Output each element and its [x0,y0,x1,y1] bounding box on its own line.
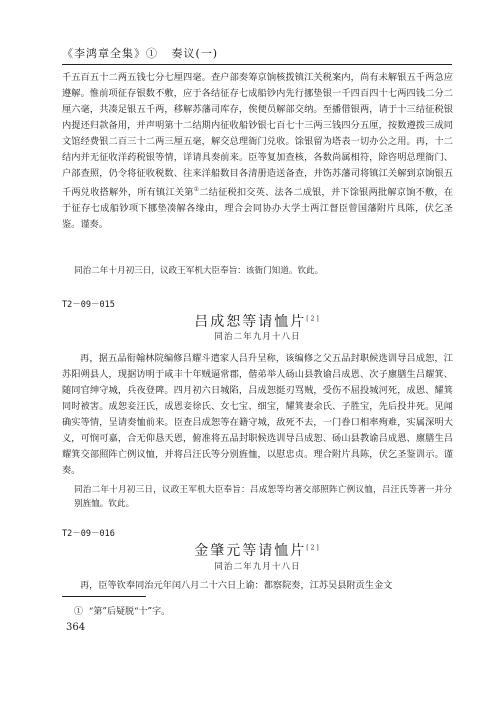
section-title: 奏议(一) [171,47,219,60]
book-title: 《李鸿章全集》① [62,47,158,60]
edict-continuation: 同治二年十月初三日，议政王军机大臣奉旨：该衙门知道。钦此。 [74,266,324,276]
doc-number-1: T2－09－015 [62,300,115,310]
footnote-marker: ① [193,186,200,193]
page-number: 364 [66,622,86,633]
header-rule [62,64,452,65]
title-note-ref-1: [2] [306,315,321,323]
doc-date-2: 同治二年九月十八日 [214,562,301,572]
doc-number-2: T2－09－016 [62,529,115,539]
doc-date-1: 同治二年九月十八日 [214,332,301,342]
doc-paragraph-2: 再，臣等钦奉同治元年闰八月二十六日上谕：都察院奏，江苏吴县附贡生金文 [80,580,393,591]
footnote-rule [62,596,146,597]
title-note-ref-2: [2] [306,544,321,552]
doc-paragraph-1: 再，据五品衔翰林院编修吕耀斗遣家人吕升呈称，该编修之父五品封职候选训导吕成恕，江苏阳朔县人，现据访明于咸丰十年贼逼常郡，偕弟举人砀山县教谕吕成恩、次子廪膳生吕耀箕、随同官绅守城，兵夜登陴。四月初六日城陷，吕成恕挺刃骂贼，受伤不屈投城河死，成恩、耀箕同时被害。成恕妾汪氏，成恩妾徐氏、女七宝、细宝，耀箕妻余氏、子胜宝，先后投井死。见闻确实等情，呈请奏恤前来。臣查吕成恕等在籍守城，敌死不去，一门眷口相率殉难，实属深明大义，可悯可嘉，合无仰恳天恩，俯准将五品封职候选训导吕成恕、砀山县教谕吕成恩、廪膳生吕耀箕交部照阵亡例议恤，并将吕汪氏等分别旌恤，以慰忠贞。理合附片具陈，伏乞圣鉴训示。谨奏。 [62,353,453,476]
doc-title-1: 吕成恕等请恤片[2] [194,314,321,330]
footnote: ① “第”后疑脱“十”字。 [74,607,171,617]
running-header [62,45,452,61]
edict-1: 同治二年十月初三日，议政王军机大臣奉旨：吕成恕等均著交部照阵亡例议恤，吕汪氏等著一并分别旌恤。钦此。 [74,485,452,509]
doc-title-2: 金肇元等请恤片[2] [194,543,321,559]
continuation-paragraph: 千五百五十二两五钱七分七厘四毫。查户部奏筹京饷核拨镇江关税案内，尚有未解银五千两急应遵解。惟前项征存银数不敷，应于各结征存七成船钞内先行挪垫银一千四百四十七两四钱二分二厘六毫，共凑足银五千两，移解苏藩司库存，俟便员解部交纳。至播借银两，请于十三结征税银内提还归款备用，并声明第十二结期内征收船钞银七百七十三两三钱四分五厘，按数遵拨三成同文馆经费银二百三十二两三厘五毫，解交总理衙门兑收。馀银留为塔表一切办公之用。再，十二结内并无征收洋药税银等情，详请具奏前来。臣等复加查核，各数尚属相符，除咨明总理衙门、户部查照，仍令将征收税数、往来洋船数目各清册造送备查，并饬苏藩司将镇江关解到京饷银五千两兑收搭解外，所有镇江关第①二结征税扣交英、法各二成银，并下馀银两批解京饷不敷，在于征存七成船钞项下挪垫凑解各缘由，理合会同协办大学士两江督臣曾国藩附片具陈，伏乞圣鉴。谨奏。 [62,72,454,231]
